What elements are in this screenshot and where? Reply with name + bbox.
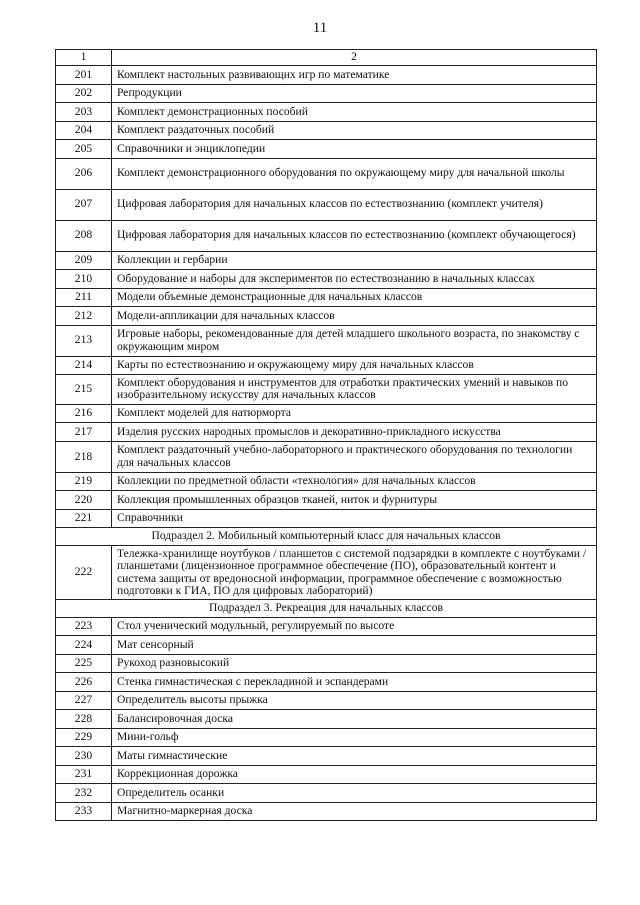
item-name: Коллекции по предметной области «технология» для начальных классов [112, 472, 597, 491]
table-row [56, 509, 597, 528]
item-name: Справочники [112, 509, 597, 528]
table-body [56, 50, 597, 821]
item-number: 212 [56, 307, 112, 326]
item-number: 209 [56, 251, 112, 270]
table-row [56, 441, 597, 472]
column-header-number: 1 [56, 50, 112, 66]
item-name: Комплект оборудования и инструментов для отработки практических умений и навыков по изобразительному искусству для начальных классов [112, 375, 597, 405]
item-name: Комплект настольных развивающих игр по математике [112, 66, 597, 85]
item-number: 224 [56, 636, 112, 655]
item-name: Тележка-хранилище ноутбуков / планшетов с системой подзарядки в комплекте с ноутбуками / планшетами (лицензионное программное обеспечение (ПО), образовательный контент и система защиты от вредоносной информации, программное обеспечение с возможностью подготовки к ГИА, ПО для цифровых лабораторий) [112, 545, 597, 600]
subsection-title: Подраздел 2. Мобильный компьютерный класс для начальных классов [56, 528, 597, 545]
subsection-row [56, 600, 597, 617]
item-name: Оборудование и наборы для экспериментов по естествознанию в начальных классах [112, 270, 597, 289]
item-number: 203 [56, 103, 112, 122]
item-name: Игровые наборы, рекомендованные для детей младшего школьного возраста, по знакомству с окружающим миром [112, 325, 597, 356]
item-number: 216 [56, 404, 112, 423]
table-row [56, 251, 597, 270]
table-header-row [56, 50, 597, 66]
item-number: 223 [56, 617, 112, 636]
item-name: Цифровая лаборатория для начальных классов по естествознанию (комплект учителя) [112, 189, 597, 220]
item-number: 210 [56, 270, 112, 289]
table-row [56, 288, 597, 307]
item-name: Комплект раздаточных пособий [112, 121, 597, 140]
item-number: 228 [56, 710, 112, 729]
column-header-name: 2 [112, 50, 597, 66]
item-name: Маты гимнастические [112, 747, 597, 766]
item-number: 229 [56, 728, 112, 747]
item-number: 205 [56, 140, 112, 159]
item-name: Комплект раздаточный учебно-лабораторного и практического оборудования по технологии для начальных классов [112, 441, 597, 472]
table-row [56, 802, 597, 821]
subsection-title: Подраздел 3. Рекреация для начальных классов [56, 600, 597, 617]
item-name: Определитель высоты прыжка [112, 691, 597, 710]
item-name: Коллекция промышленных образцов тканей, ниток и фурнитуры [112, 491, 597, 510]
item-name: Модели объемные демонстрационные для начальных классов [112, 288, 597, 307]
item-name: Стенка гимнастическая с перекладиной и эспандерами [112, 673, 597, 692]
item-name: Мини-гольф [112, 728, 597, 747]
item-name: Справочники и энциклопедии [112, 140, 597, 159]
item-number: 220 [56, 491, 112, 510]
item-name: Магнитно-маркерная доска [112, 802, 597, 821]
table-row [56, 728, 597, 747]
subsection-row [56, 528, 597, 545]
item-number: 222 [56, 545, 112, 600]
equipment-table [55, 49, 597, 821]
table-row [56, 356, 597, 375]
item-name: Комплект демонстрационных пособий [112, 103, 597, 122]
table-row [56, 375, 597, 405]
item-number: 225 [56, 654, 112, 673]
table-row [56, 491, 597, 510]
table-row [56, 220, 597, 251]
table-row [56, 66, 597, 85]
item-number: 232 [56, 784, 112, 803]
item-name: Модели-аппликации для начальных классов [112, 307, 597, 326]
item-number: 208 [56, 220, 112, 251]
table-row [56, 270, 597, 289]
item-number: 217 [56, 423, 112, 442]
table-row [56, 545, 597, 600]
table-row [56, 784, 597, 803]
item-number: 233 [56, 802, 112, 821]
table-row [56, 423, 597, 442]
item-number: 213 [56, 325, 112, 356]
item-number: 206 [56, 158, 112, 189]
item-name: Стол ученический модульный, регулируемый по высоте [112, 617, 597, 636]
item-name: Мат сенсорный [112, 636, 597, 655]
item-number: 207 [56, 189, 112, 220]
page-number: 11 [312, 20, 328, 36]
table-row [56, 765, 597, 784]
item-name: Определитель осанки [112, 784, 597, 803]
item-name: Коррекционная дорожка [112, 765, 597, 784]
item-number: 218 [56, 441, 112, 472]
table-row [56, 617, 597, 636]
item-name: Цифровая лаборатория для начальных классов по естествознанию (комплект обучающегося) [112, 220, 597, 251]
table-row [56, 654, 597, 673]
table-row [56, 189, 597, 220]
item-name: Комплект демонстрационного оборудования по окружающему миру для начальной школы [112, 158, 597, 189]
item-number: 226 [56, 673, 112, 692]
table-row [56, 158, 597, 189]
table-row [56, 325, 597, 356]
item-name: Рукоход разновысокий [112, 654, 597, 673]
item-number: 201 [56, 66, 112, 85]
item-name: Комплект моделей для натюрморта [112, 404, 597, 423]
table-row [56, 673, 597, 692]
item-name: Репродукции [112, 84, 597, 103]
table-row [56, 84, 597, 103]
item-name: Изделия русских народных промыслов и декоративно-прикладного искусства [112, 423, 597, 442]
item-name: Балансировочная доска [112, 710, 597, 729]
item-number: 215 [56, 375, 112, 405]
table-row [56, 472, 597, 491]
table-row [56, 710, 597, 729]
item-number: 231 [56, 765, 112, 784]
item-number: 221 [56, 509, 112, 528]
item-number: 211 [56, 288, 112, 307]
item-number: 214 [56, 356, 112, 375]
item-name: Коллекции и гербарии [112, 251, 597, 270]
item-number: 219 [56, 472, 112, 491]
table-row [56, 404, 597, 423]
table-row [56, 636, 597, 655]
table-row [56, 121, 597, 140]
item-number: 227 [56, 691, 112, 710]
item-number: 202 [56, 84, 112, 103]
item-number: 230 [56, 747, 112, 766]
table-row [56, 747, 597, 766]
item-name: Карты по естествознанию и окружающему миру для начальных классов [112, 356, 597, 375]
table-row [56, 103, 597, 122]
item-number: 204 [56, 121, 112, 140]
table-row [56, 691, 597, 710]
table-row [56, 140, 597, 159]
table-row [56, 307, 597, 326]
